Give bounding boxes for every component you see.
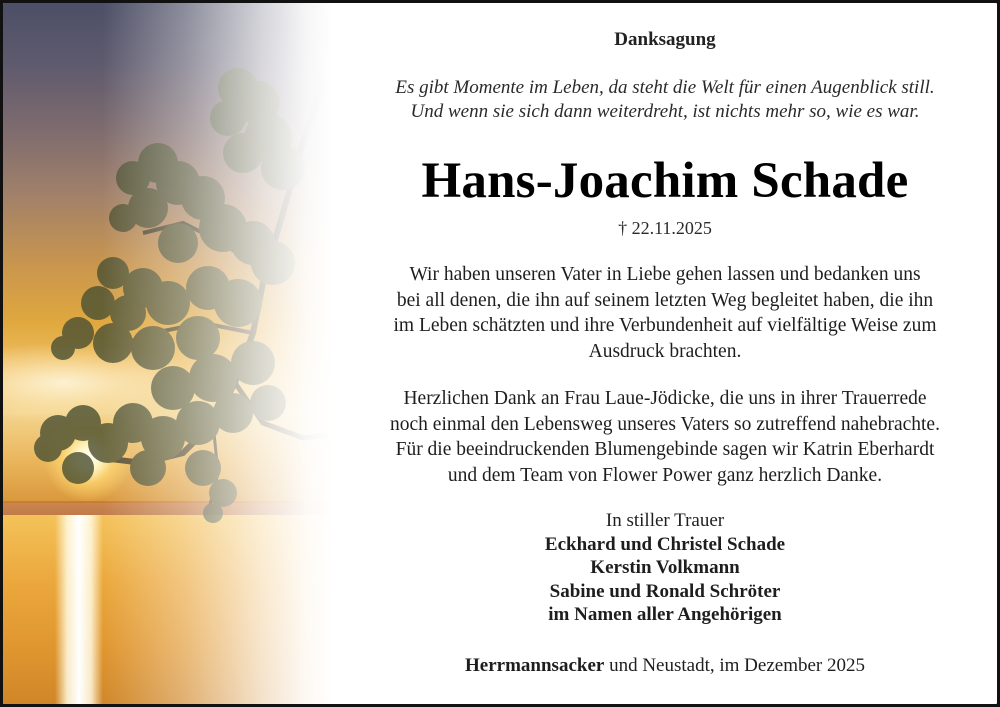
death-date: † 22.11.2025 (618, 218, 712, 238)
mourner-name: Eckhard und Christel Schade (544, 533, 786, 555)
place-date-rest: und Neustadt, im Dezember 2025 (604, 655, 865, 676)
paragraph-line: bei all denen, die ihn auf seinem letzten Weg begleitet haben, die ihn (396, 289, 934, 311)
paragraph-line: Herzlichen Dank an Frau Laue-Jödicke, die uns in ihrer Trauerrede (403, 388, 927, 409)
obituary-notice (3, 3, 997, 704)
thanks-paragraph-2 (333, 386, 997, 488)
notice-text (333, 3, 997, 704)
place-name: Herrmannsacker (465, 655, 605, 676)
white-fade-overlay (3, 3, 333, 704)
paragraph-line: und dem Team von Flower Power ganz herzlich Danke. (447, 464, 883, 486)
notice-heading: Danksagung (614, 29, 716, 50)
deceased-name: Hans-Joachim Schade (421, 153, 909, 209)
paragraph-line: noch einmal den Lebensweg unseres Vaters so zutreffend nahebrachte. (390, 413, 940, 435)
mourner-name: Kerstin Volkmann (590, 557, 740, 578)
paragraph-line: im Leben schätzten und ihre Verbundenheit auf vielfältige Weise zum (393, 315, 937, 336)
mourners-signoff (333, 509, 997, 627)
mourner-name: Sabine und Ronald Schröter (549, 580, 781, 602)
thanks-paragraph-1 (333, 262, 997, 364)
quote-line: Es gibt Momente im Leben, da steht die Welt für einen Augenblick still. (395, 77, 935, 98)
memorial-quote (333, 76, 997, 124)
sunset-photo (3, 3, 333, 704)
paragraph-line: Für die beeindruckenden Blumengebinde sagen wir Katrin Eberhardt (395, 439, 935, 460)
paragraph-line: Wir haben unseren Vater in Liebe gehen lassen und bedanken uns (409, 264, 921, 285)
place-and-date (333, 655, 997, 677)
signoff-intro: In stiller Trauer (605, 510, 725, 531)
paragraph-line: Ausdruck brachten. (588, 340, 742, 362)
mourner-name: im Namen aller Angehörigen (548, 604, 782, 625)
quote-line: Und wenn sie sich dann weiterdreht, ist nichts mehr so, wie es war. (410, 101, 920, 122)
